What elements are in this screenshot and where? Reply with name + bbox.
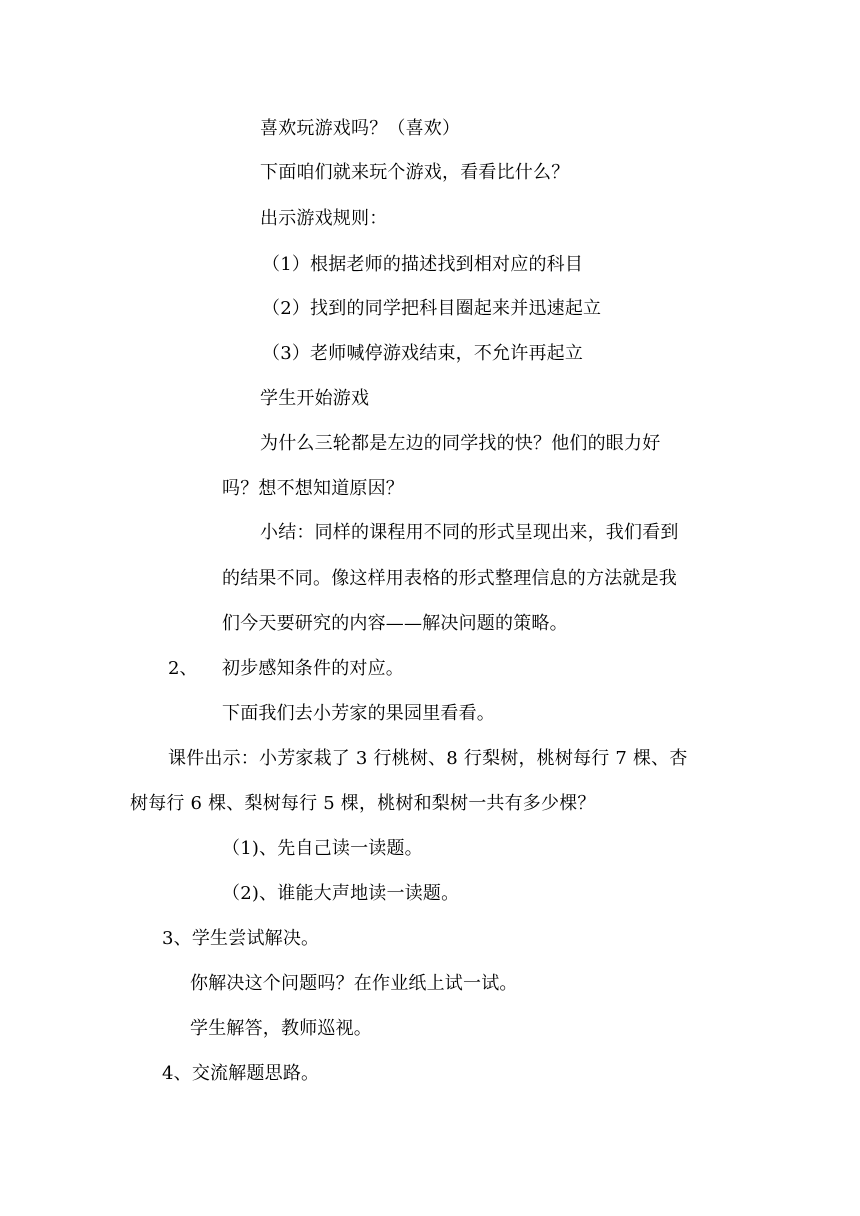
- rule-item: （2）找到的同学把科目圈起来并迅速起立: [262, 298, 602, 319]
- paragraph-line: 你解决这个问题吗？在作业纸上试一试。: [190, 973, 518, 994]
- paragraph-line: 学生解答，教师巡视。: [190, 1018, 372, 1039]
- paragraph-line: （1)、先自己读一读题。: [222, 838, 423, 859]
- paragraph-line: 为什么三轮都是左边的同学找的快？他们的眼力好: [260, 433, 661, 454]
- paragraph-line: 喜欢玩游戏吗？（喜欢）: [260, 118, 461, 139]
- paragraph-line: 出示游戏规则：: [260, 208, 388, 229]
- rule-item: （1）根据老师的描述找到相对应的科目: [262, 254, 584, 275]
- paragraph-line: 们今天要研究的内容——解决问题的策略。: [222, 613, 568, 634]
- paragraph-line: 学生开始游戏: [260, 388, 370, 409]
- section-heading: 4、交流解题思路。: [162, 1063, 320, 1084]
- paragraph-line: 树每行 6 棵、梨树每行 5 棵，桃树和梨树一共有多少棵？: [130, 793, 596, 814]
- paragraph-line: （2)、谁能大声地读一读题。: [222, 883, 460, 904]
- rule-item: （3）老师喊停游戏结束，不允许再起立: [262, 343, 584, 364]
- paragraph-line: 下面我们去小芳家的果园里看看。: [222, 703, 495, 724]
- section-heading: 3、学生尝试解决。: [162, 928, 320, 949]
- paragraph-line: 小结：同样的课程用不同的形式呈现出来，我们看到: [260, 522, 679, 543]
- paragraph-line: 吗？想不想知道原因？: [222, 478, 404, 499]
- paragraph-line: 课件出示：小芳家栽了 3 行桃树、8 行梨树，桃树每行 7 棵、杏: [168, 748, 688, 769]
- section-heading: 初步感知条件的对应。: [222, 658, 404, 679]
- paragraph-line: 下面咱们就来玩个游戏，看看比什么？: [260, 162, 570, 183]
- list-number: 2、: [168, 658, 198, 679]
- paragraph-line: 的结果不同。像这样用表格的形式整理信息的方法就是我: [222, 568, 677, 589]
